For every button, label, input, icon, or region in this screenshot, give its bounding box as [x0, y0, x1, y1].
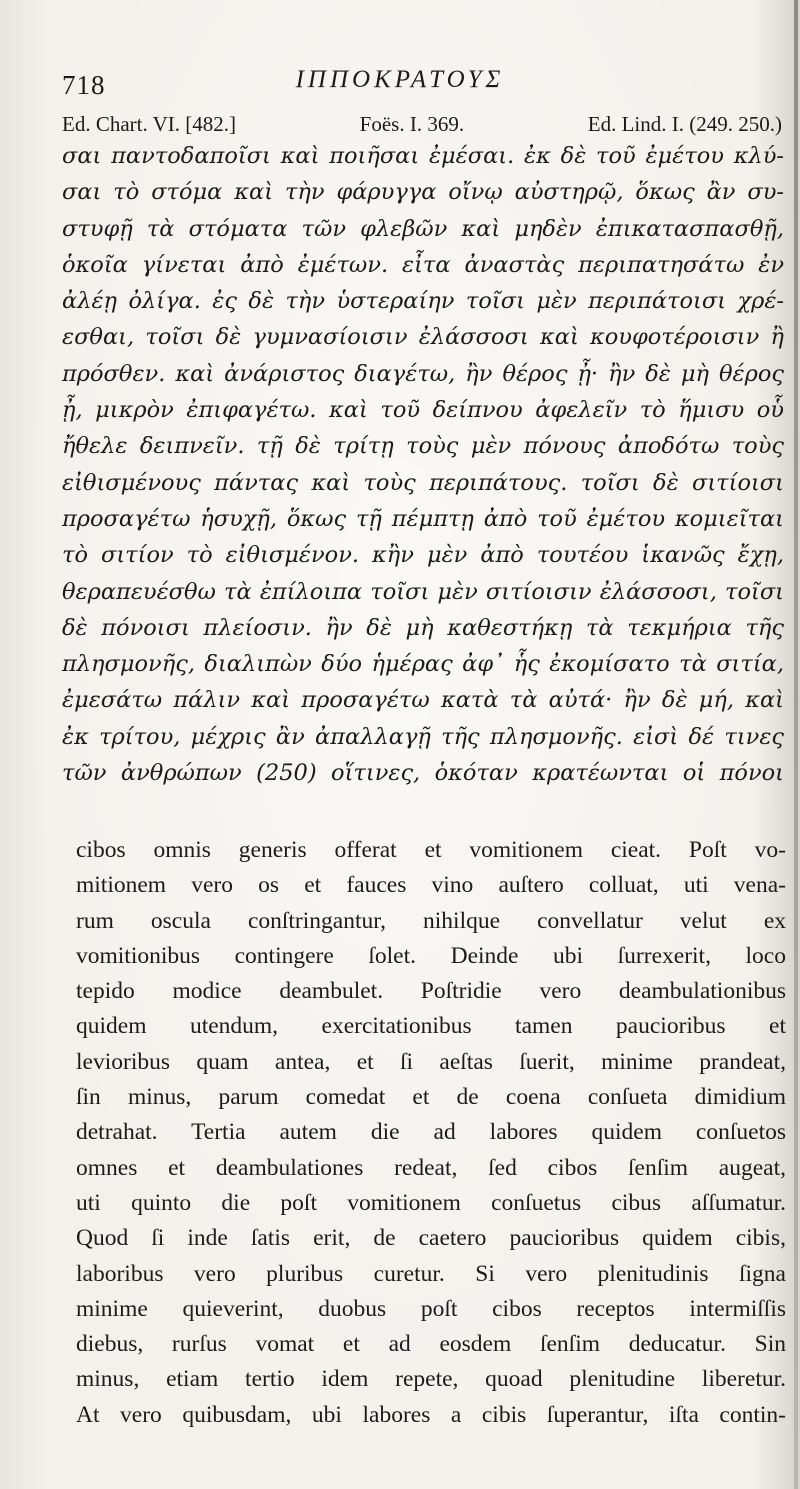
latin-line: levioribus quam antea, et ſi aeſtas ſuerit, minime prandeat,	[76, 1048, 786, 1075]
greek-line: πρόσθεν. καὶ ἀνάριστος διαγέτω, ἢν θέρος ᾖ· ἢν δὲ μὴ θέρος	[62, 360, 784, 387]
edition-chart-ref: Ed. Chart. VI. [482.]	[62, 112, 236, 136]
greek-line: δὲ πόνοισι πλείοσιν. ἢν δὲ μὴ καθεστήκῃ τὰ τεκμήρια τῆς	[62, 614, 784, 641]
greek-line: ἤθελε δειπνεῖν. τῇ δὲ τρίτῃ τοὺς μὲν πόνους ἀποδότω τοὺς	[62, 433, 784, 460]
greek-line: ἐμεσάτω πάλιν καὶ προσαγέτω κατὰ τὰ αὐτά· ἢν δὲ μή, καὶ	[62, 687, 784, 714]
edition-references	[62, 112, 782, 137]
page-edge-shadow	[794, 0, 798, 1489]
latin-line: tepido modice deambulet. Poſtridie vero deambulationibus	[76, 978, 786, 1005]
latin-line: detrahat. Tertia autem die ad labores quidem conſuetos	[76, 1119, 786, 1146]
greek-line: τὸ σιτίον τὸ εἰθισμένον. κἢν μὲν ἀπὸ τουτέου ἱκανῶς ἔχῃ,	[62, 542, 784, 569]
latin-text-block	[76, 833, 786, 1433]
latin-line: uti quinto die poſt vomitionem conſuetus cibus aſſumatur.	[76, 1189, 786, 1216]
greek-line: σαι τὸ στόμα καὶ τὴν φάρυγγα οἴνῳ αὐστηρῷ, ὅκως ἂν συ-	[62, 179, 784, 206]
edition-lind-ref: Ed. Lind. I. (249. 250.)	[587, 112, 782, 136]
latin-line: rum oscula conſtringantur, nihilque convellatur velut ex	[76, 907, 786, 934]
latin-line: cibos omnis generis offerat et vomitionem cieat. Poſt vo-	[76, 837, 786, 863]
latin-line: Quod ſi inde ſatis erit, de caetero paucioribus quidem cibis,	[76, 1225, 786, 1252]
greek-line: πλησμονῆς, διαλιπὼν δύο ἡμέρας ἀφ᾽ ἧς ἐκομίσατο τὰ σιτία,	[62, 651, 784, 678]
greek-line: στυφῇ τὰ στόματα τῶν φλεβῶν καὶ μηδὲν ἐπικατασπασθῇ,	[62, 215, 784, 242]
greek-line: ἐκ τρίτου, μέχρις ἂν ἀπαλλαγῇ τῆς πλησμονῆς. εἰσὶ δέ τινες	[62, 723, 784, 750]
greek-line: εἰθισμένους πάντας καὶ τοὺς περιπάτους. τοῖσι δὲ σιτίοισι	[62, 469, 784, 496]
greek-line: ᾖ, μικρὸν ἐπιφαγέτω. καὶ τοῦ δείπνου ἀφελεῖν τὸ ἥμισυ οὗ	[62, 397, 784, 424]
greek-line: προσαγέτω ἡσυχῇ, ὅκως τῇ πέμπτῃ ἀπὸ τοῦ ἐμέτου κομιεῖται	[62, 505, 784, 532]
latin-line: mitionem vero os et fauces vino auſtero colluat, uti vena-	[76, 872, 786, 899]
greek-line: τῶν ἀνθρώπων (250) οἵτινες, ὁκόταν κρατέωνται οἱ πόνοι	[62, 760, 784, 787]
latin-line: vomitionibus contingere ſolet. Deinde ubi ſurrexerit, loco	[76, 942, 786, 969]
greek-line: ἀλέῃ ὀλίγα. ἐς δὲ τὴν ὑστεραίην τοῖσι μὲν περιπάτοισι χρέ-	[62, 288, 784, 315]
edition-foes-ref: Foës. I. 369.	[359, 112, 465, 136]
latin-line: minime quieverint, duobus poſt cibos receptos intermiſſis	[76, 1295, 786, 1322]
latin-line: laboribus vero pluribus curetur. Si vero plenitudinis ſigna	[76, 1260, 786, 1287]
running-title: ΙΠΠΟΚΡΑΤΟΥΣ	[295, 66, 505, 93]
latin-line: ſin minus, parum comedat et de coena conſueta dimidium	[76, 1084, 786, 1111]
page-number: 718	[62, 70, 106, 100]
greek-line: ὁκοῖα γίνεται ἀπὸ ἐμέτων. εἶτα ἀναστὰς περιπατησάτω ἐν	[62, 251, 784, 278]
greek-text-block	[62, 138, 784, 791]
latin-line: At vero quibusdam, ubi labores a cibis ſuperantur, iſta contin-	[76, 1401, 786, 1428]
latin-line: omnes et deambulationes redeat, ſed cibos ſenſim augeat,	[76, 1154, 786, 1181]
latin-line: minus, etiam tertio idem repete, quoad plenitudine liberetur.	[76, 1366, 786, 1393]
latin-line: diebus, rurſus vomat et ad eosdem ſenſim deducatur. Sin	[76, 1331, 786, 1358]
greek-line: εσθαι, τοῖσι δὲ γυμνασίοισιν ἐλάσσοσι καὶ κουφοτέροισιν ἢ	[62, 324, 784, 351]
latin-line: quidem utendum, exercitationibus tamen paucioribus et	[76, 1013, 786, 1040]
greek-line: σαι παντοδαποῖσι καὶ ποιῆσαι ἐμέσαι. ἐκ δὲ τοῦ ἐμέτου κλύ-	[62, 143, 784, 169]
greek-line: θεραπευέσθω τὰ ἐπίλοιπα τοῖσι μὲν σιτίοισιν ἐλάσσοσι, τοῖσι	[62, 578, 784, 605]
